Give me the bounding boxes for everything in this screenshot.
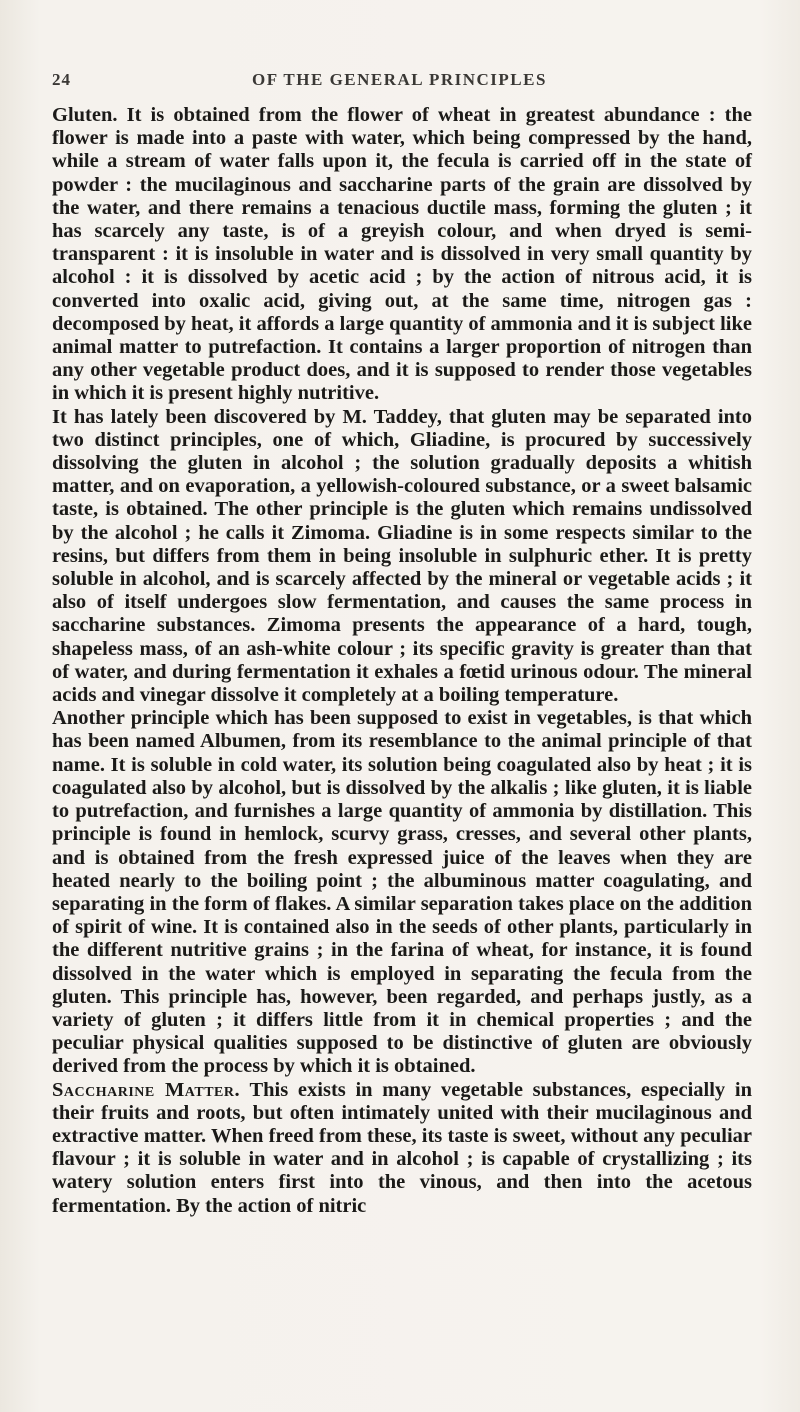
paragraph-text: This exists in many vegetable substances, especially in their fruits and roots, but often intimately united with their mucilaginous and extractive matter. When freed from these, its taste is sweet, without any peculiar flavour ; it is soluble in water and in alcohol ; is capable of crystallizing ; its watery solution enters first into the vinous, and then into the acetous fermentation. By the action of nitric <box>52 1078 752 1217</box>
page-number: 24 <box>52 70 71 89</box>
paragraph-taddey <box>52 406 752 708</box>
paragraph-saccharine <box>52 1079 752 1218</box>
running-head-title: OF THE GENERAL PRINCIPLES <box>252 70 547 89</box>
running-head <box>52 70 752 96</box>
paragraph-text: It has lately been discovered by M. Taddey, that gluten may be separated into two distinct principles, one of which, Gliadine, is procured by successively dissolving the gluten in alcohol ; the solution gradually deposits a whitish matter, and on evaporation, a yellowish-coloured substance, or a sweet balsamic taste, is obtained. The other principle is the gluten which remains undissolved by the alcohol ; he calls it Zimoma. Gliadine is in some respects similar to the resins, but differs from them in being insoluble in sulphuric ether. It is pretty soluble in alcohol, and is scarcely affected by the mineral or vegetable acids ; it also of itself undergoes slow fermentation, and causes the same process in saccharine substances. Zimoma presents the appearance of a hard, tough, shapeless mass, of an ash-white colour ; its specific gravity is greater than that of water, and during fermentation it exhales a fœtid urinous odour. The mineral acids and vinegar dissolve it completely at a boiling temperature. <box>52 405 752 707</box>
section-lead: Saccharine Matter. <box>52 1078 241 1101</box>
paragraph-albumen <box>52 707 752 1078</box>
paragraph-text: Gluten. It is obtained from the flower of wheat in greatest abundance : the flower is made into a paste with water, which being compressed by the hand, while a stream of water falls upon it, the fecula is carried off in the state of powder : the mucilaginous and saccharine parts of the grain are dissolved by the water, and there remains a tenacious ductile mass, forming the gluten ; it has scarcely any taste, is of a greyish colour, and when dryed is semi-transparent : it is insoluble in water and is dissolved in very small quantity by alcohol : it is dissolved by acetic acid ; by the action of nitrous acid, it is converted into oxalic acid, giving out, at the same time, nitrogen gas : decomposed by heat, it affords a large quantity of ammonia and it is subject like animal matter to putrefaction. It contains a larger proportion of nitrogen than any other vegetable product does, and it is supposed to render those vegetables in which it is present highly nutritive. <box>52 104 752 405</box>
paragraph-text: Another principle which has been supposed to exist in vegetables, is that which has been named Albumen, from its resemblance to the animal principle of that name. It is soluble in cold water, its solution being coagulated also by heat ; it is coagulated also by alcohol, but is dissolved by the alkalis ; like gluten, it is liable to putrefaction, and furnishes a large quantity of ammonia by distillation. This principle is found in hemlock, scurvy grass, cresses, and several other plants, and is obtained from the fresh expressed juice of the leaves when they are heated nearly to the boiling point ; the albuminous matter coagulating, and separating in the form of flakes. A similar separation takes place on the addition of spirit of wine. It is contained also in the seeds of other plants, particularly in the different nutritive grains ; in the farina of wheat, for instance, it is found dissolved in the water which is employed in separating the fecula from the gluten. This principle has, however, been regarded, and perhaps justly, as a variety of gluten ; it differs little from it in chemical properties ; and the peculiar physical qualities supposed to be distinctive of gluten are obviously derived from the process by which it is obtained. <box>52 707 752 1078</box>
paragraph-gluten <box>52 104 752 406</box>
body-text <box>52 104 752 1218</box>
